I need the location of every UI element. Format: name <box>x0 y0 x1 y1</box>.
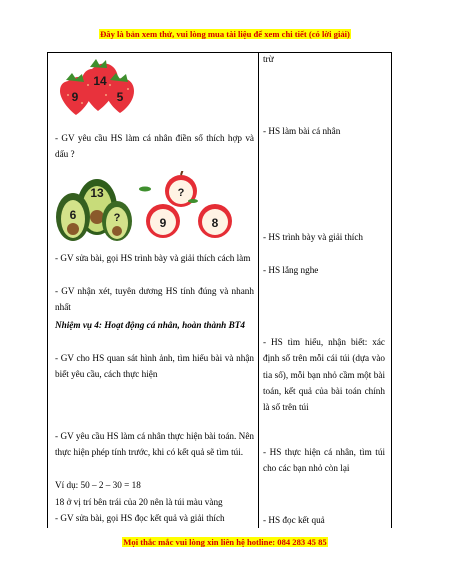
example-explanation: 18 ở vị trí bên trái của 20 nên là túi màu vàng <box>55 497 223 507</box>
student-text-0: trừ <box>263 54 274 64</box>
bottom-banner-text: Mọi thắc mắc vui lòng xin liên hệ hotline: 084 283 45 85 <box>123 537 327 547</box>
teacher-check-text: - GV sửa bài, gọi HS đọc kết quả và giải thích <box>55 513 225 523</box>
apple-right <box>198 204 232 238</box>
avocado-number-3: ? <box>113 212 121 224</box>
task-heading: Nhiệm vụ 4: Hoạt động cá nhân, hoàn thành BT4 <box>55 320 245 330</box>
strawberry-number-3: 5 <box>116 90 124 104</box>
lesson-table <box>47 52 392 528</box>
student-text-1: - HS làm bài cá nhân <box>263 126 341 136</box>
top-banner-text: Đây là bản xem thử, vui lòng mua tài liệu để xem chi tiết (có lời giải) <box>100 29 350 39</box>
strawberry-image <box>54 55 138 117</box>
example-line: Ví dụ: 50 – 2 – 30 = 18 <box>55 480 141 490</box>
apple-number-1: ? <box>177 187 185 199</box>
top-banner <box>0 29 450 39</box>
avocado-right <box>102 201 132 241</box>
strawberry-number-1: 14 <box>93 74 107 88</box>
bottom-banner <box>0 537 450 547</box>
avocado-left <box>56 193 90 241</box>
avocado-number-1: 13 <box>90 186 104 200</box>
apple-number-3: 8 <box>211 216 219 230</box>
apple-number-2: 9 <box>159 216 167 230</box>
strawberry-number-2: 9 <box>71 90 79 104</box>
instruction-text: - GV yêu cầu HS làm cá nhân điền số thích hợp và dấu ? <box>55 133 254 160</box>
column-divider <box>258 53 259 528</box>
observe-text: - GV cho HS quan sát hình ảnh, tìm hiểu bài và nhận biết yêu cầu, cách thực hiện <box>55 353 254 380</box>
student-text-6: - HS đọc kết quả <box>263 515 325 525</box>
student-text-4: - HS tìm hiểu, nhận biết: xác định số trên mỗi cái túi (dựa vào tia số), mỗi bạn nhỏ cầm một bài toán, kết quả của bài toán chính là số trên túi <box>263 337 385 413</box>
fruits-image <box>53 171 241 245</box>
student-text-3: - HS lắng nghe <box>263 265 319 275</box>
student-text-5: - HS thực hiện cá nhân, tìm túi cho các bạn nhỏ còn lại <box>263 447 385 474</box>
student-text-2: - HS trình bày và giải thích <box>263 232 364 242</box>
individual-work-text: - GV yêu cầu HS làm cá nhân thực hiện bài toán. Nên thực hiện phép tính trước, khi có kết quả sẽ tìm túi. <box>55 431 254 458</box>
apple-left <box>146 204 180 238</box>
avocado-number-2: 6 <box>69 208 77 222</box>
teacher-praise-text: - GV nhận xét, tuyên dương HS tính đúng và nhanh nhất <box>55 286 254 313</box>
teacher-fix-text: - GV sửa bài, gọi HS trình bày và giải thích cách làm <box>55 253 251 263</box>
